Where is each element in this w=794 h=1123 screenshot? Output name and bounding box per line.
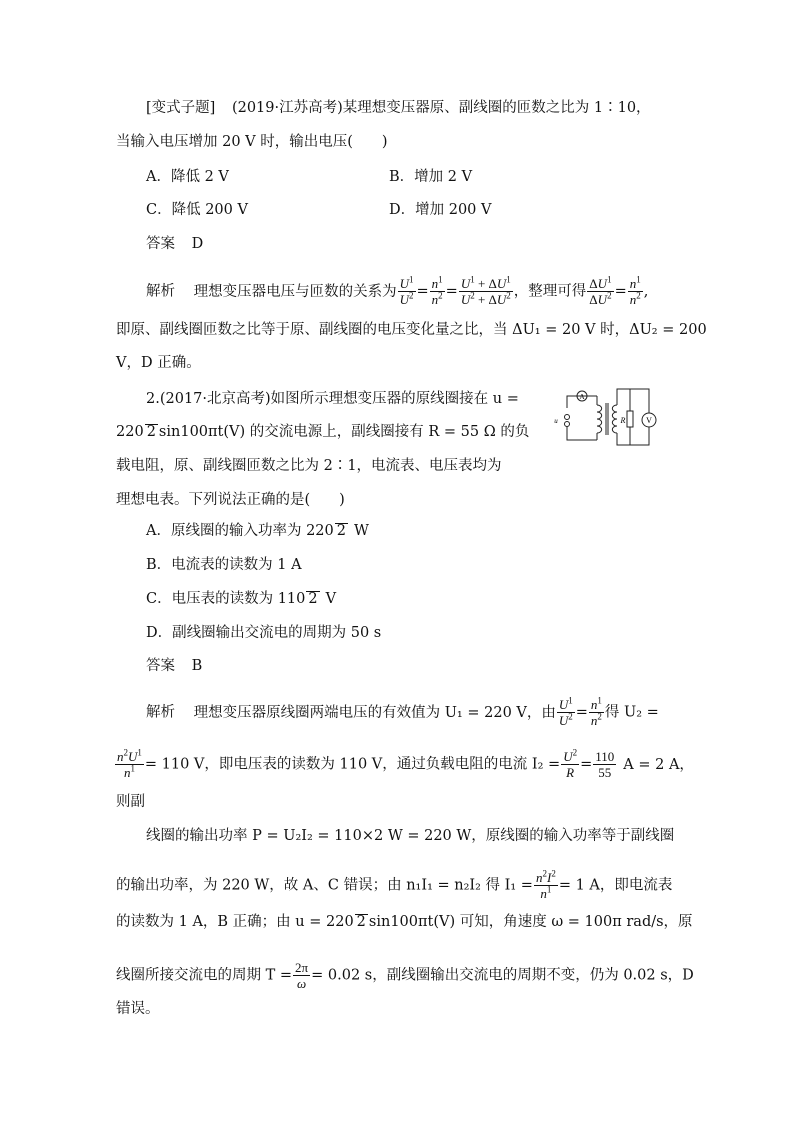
- q2-analysis-line7: 线圈所接交流电的周期 T = $\frac{2\pi}{\omega}$ = 0.02 s，副线圈输出交流电的周期不变，仍为 0.02 s，D: [116, 960, 694, 991]
- svg-text:A: A: [579, 393, 585, 401]
- q2-option-b: B．电流表的读数为 1 A: [146, 557, 302, 573]
- q1-option-c: C．降低 200 V: [146, 202, 248, 218]
- source-terminal-bottom-icon: [565, 422, 570, 427]
- q2-analysis-line5: 的输出功率，为 220 W，故 A、C 错误；由 n₁I₁ = n₂I₂ 得 I₁ = $\frac{n^2I^2}{n^1}$ = 1 A，即电流表: [116, 868, 673, 901]
- answer-label: 答案: [146, 236, 175, 252]
- q2-analysis-line3: 则副: [116, 794, 145, 810]
- resistor-icon: [627, 411, 633, 427]
- q1-option-b: B．增加 2 V: [389, 169, 473, 185]
- q2-stem-1: 2.(2017·北京高考)如图所示理想变压器的原线圈接在 u =: [146, 391, 519, 407]
- transformer-circuit-diagram: [545, 383, 663, 455]
- q2-stem-3: 载电阻，原、副线圈匝数之比为 2∶1，电流表、电压表均为: [116, 458, 502, 474]
- q1-option-a: A．降低 2 V: [146, 169, 229, 185]
- formula-delta: $\frac{U^1 + \Delta U^1}{U^2 + \Delta U^2}$: [460, 274, 511, 307]
- q2-analysis-line1: 解析 理想变压器原线圈两端电压的有效值为 U₁ = 220 V，由 $\frac{U^1}{U^2}$ = $\frac{n^1}{n^2}$ 得 U₂ =: [146, 695, 659, 728]
- svg-text:V: V: [646, 416, 652, 425]
- q1-analysis-line3: V，D 正确。: [116, 355, 201, 371]
- q2-stem-4: 理想电表。下列说法正确的是( ): [116, 492, 345, 508]
- q2-option-d: D．副线圈输出交流电的周期为 50 s: [146, 625, 382, 641]
- q2-option-c: C．电压表的读数为 110 2 V: [146, 591, 337, 607]
- q1-stem-1: (2019·江苏高考)某理想变压器原、副线圈的匝数之比为 1∶10，: [231, 100, 651, 116]
- formula-u1-u2: $\frac{U^1}{U^2}$: [399, 274, 414, 307]
- q2-analysis-line8: 错误。: [116, 1001, 160, 1017]
- answer-value: D: [191, 236, 204, 252]
- answer-label: 答案: [146, 658, 175, 674]
- formula-n1-n2: $\frac{n^1}{n^2}$: [431, 274, 443, 307]
- q1-line1: [146, 98, 651, 118]
- secondary-coil-icon: [612, 405, 617, 433]
- analysis-label: 解析: [146, 704, 175, 721]
- q1-analysis-line2: 即原、副线圈匝数之比等于原、副线圈的电压变化量之比，当 ΔU₁ = 20 V 时，ΔU₂ = 200: [116, 322, 707, 338]
- q1-analysis-line1: 解析 理想变压器电压与匝数的关系为 $\frac{U^1}{U^2}$ = $\frac{n^1}{n^2}$ = $\frac{U^1 + \Delta U^1}{U^2 + \Delta U^2}$ ，整理可得 $\frac{\Delta U^1}{\Delta U^2}$ = $\frac{n^1}{n^2}$ ,: [146, 274, 649, 307]
- q2-option-a: A．原线圈的输入功率为 220 2 W: [146, 523, 369, 539]
- primary-coil-icon: [597, 405, 602, 433]
- q1-stem-2: 当输入电压增加 20 V 时，输出电压( ): [116, 134, 388, 150]
- q2-analysis-line4: 线圈的输出功率 P = U₂I₂ = 110×2 W = 220 W，原线圈的输入功率等于副线圈: [146, 828, 675, 844]
- q1-option-d: D．增加 200 V: [389, 202, 492, 218]
- formula-du1-du2: $\frac{\Delta U^1}{\Delta U^2}$: [589, 274, 612, 307]
- answer-value: B: [191, 658, 203, 674]
- source-terminal-top-icon: [565, 415, 570, 420]
- svg-text:R: R: [620, 416, 626, 425]
- q1-answer: [146, 234, 203, 254]
- q2-analysis-line6: 的读数为 1 A，B 正确；由 u = 220 2 sin100πt(V) 可知，角速度 ω = 100π rad/s，原: [116, 914, 693, 930]
- q2-stem-2: 220 2 sin100πt(V) 的交流电源上，副线圈接有 R = 55 Ω 的负: [116, 424, 530, 440]
- q2-answer: [146, 656, 202, 676]
- q2-analysis-line2: $\frac{n^2U^1}{n^1}$ = 110 V，即电压表的读数为 110 V，通过负载电阻的电流 I₂ = $\frac{U^2}{R}$ = $\frac{110}{55}$ A = 2 A，: [117, 747, 694, 780]
- q1-tag: [变式子题]: [146, 100, 216, 116]
- analysis-label: 解析: [146, 283, 175, 300]
- svg-text:u: u: [554, 417, 558, 425]
